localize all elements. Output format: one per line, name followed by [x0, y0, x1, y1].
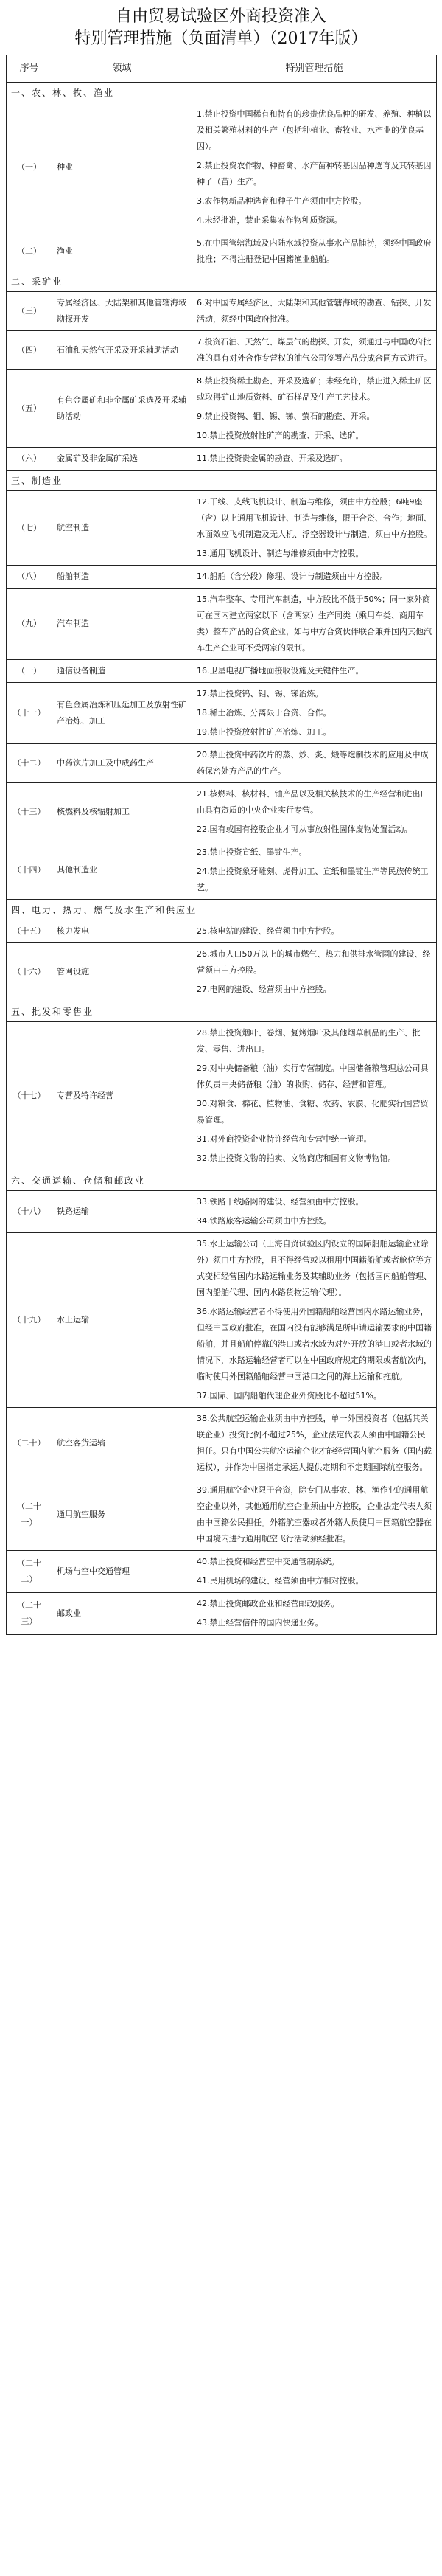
row-field: 航空制造: [52, 491, 192, 566]
row-measures: [192, 589, 437, 660]
row-field: 石油和天然气开采及开采辅助活动: [52, 331, 192, 370]
row-field: 有色金属矿和非金属矿采选及开采辅助活动: [52, 370, 192, 448]
title-line: 特别管理措施（负面清单）（2017年版）: [74, 29, 368, 48]
row-measures: [192, 1593, 437, 1635]
document-title: [0, 6, 442, 50]
measure-item: 32.禁止投资文物的拍卖、文物商店和国有文物博物馆。: [197, 1153, 396, 1163]
header-row: [7, 55, 437, 83]
row-measures: [192, 744, 437, 783]
measure-item: 16.卫星电视广播地面接收设施及关键件生产。: [197, 666, 364, 676]
measure-item: 4.未经批准，禁止采集农作物种质资源。: [197, 215, 343, 225]
row-number: （十五）: [7, 920, 52, 943]
row-number: （三）: [7, 292, 52, 331]
row-measures: [192, 841, 437, 900]
row-measures: [192, 660, 437, 683]
row-measures: [192, 1408, 437, 1479]
row-field: 核燃料及核辐射加工: [52, 783, 192, 841]
row-measures: [192, 783, 437, 841]
row-number: （二十二）: [7, 1551, 52, 1593]
row-number: （八）: [7, 566, 52, 589]
table-row: [7, 566, 437, 589]
row-measures: [192, 1191, 437, 1233]
table-row: [7, 103, 437, 232]
table-row: [7, 1191, 437, 1233]
row-measures: [192, 491, 437, 566]
row-measures: [192, 1479, 437, 1551]
row-field: 渔业: [52, 232, 192, 271]
measure-item: 31.对外商投资企业特许经营和专营中统一管理。: [197, 1134, 372, 1144]
row-measures: [192, 232, 437, 271]
section-title: 四、电力、热力、燃气及水生产和供应业: [7, 900, 437, 920]
row-measures: [192, 292, 437, 331]
measure-item: 10.禁止投资放射性矿产的勘查、开采、选矿。: [197, 431, 364, 440]
section-row: [7, 271, 437, 292]
measure-item: 12.干线、支线飞机设计、制造与维修，须由中方控股；6吨9座（含）以上通用飞机设计、制造与维修，限于合资、合作；地面、水面效应飞机制造及无人机、浮空器设计与制造，须由中方控股。: [197, 497, 432, 539]
row-measures: [192, 920, 437, 943]
row-measures: [192, 1022, 437, 1170]
section-title: 三、制造业: [7, 471, 437, 491]
measure-item: 11.禁止投资贵金属的勘查、开采及选矿。: [197, 454, 348, 463]
table-row: [7, 783, 437, 841]
row-number: （一）: [7, 103, 52, 232]
table-row: [7, 1593, 437, 1635]
row-field: 专属经济区、大陆架和其他管辖海域勘探开发: [52, 292, 192, 331]
measure-item: 5.在中国管辖海域及内陆水域投资从事水产品捕捞，须经中国政府批准；不得注册登记中国籍渔业船舶。: [197, 238, 432, 264]
table-row: [7, 943, 437, 1001]
table-row: [7, 589, 437, 660]
measure-item: 18.稀土冶炼、分离限于合资、合作。: [197, 708, 332, 718]
row-measures: [192, 683, 437, 744]
table-row: [7, 683, 437, 744]
row-field: 种业: [52, 103, 192, 232]
section-row: [7, 900, 437, 920]
row-number: （十六）: [7, 943, 52, 1001]
table-row: [7, 1479, 437, 1551]
row-measures: [192, 943, 437, 1001]
section-row: [7, 1001, 437, 1022]
row-number: （十三）: [7, 783, 52, 841]
measure-item: 26.城市人口50万以上的城市燃气、热力和供排水管网的建设、经营须由中方控股。: [197, 949, 431, 975]
row-field: 金属矿及非金属矿采选: [52, 448, 192, 471]
table-body: [7, 83, 437, 1635]
section-title: 五、批发和零售业: [7, 1001, 437, 1022]
measure-item: 41.民用机场的建设、经营须由中方相对控股。: [197, 1576, 364, 1586]
measure-item: 9.禁止投资钨、钼、锡、锑、萤石的勘查、开采。: [197, 412, 375, 421]
row-number: （二十）: [7, 1408, 52, 1479]
table-row: [7, 292, 437, 331]
table-row: [7, 1233, 437, 1408]
measure-item: 19.禁止投资放射性矿产冶炼、加工。: [197, 727, 332, 737]
row-number: （十七）: [7, 1022, 52, 1170]
row-field: 有色金属冶炼和压延加工及放射性矿产冶炼、加工: [52, 683, 192, 744]
measure-item: 43.禁止经营信件的国内快递业务。: [197, 1618, 323, 1628]
measure-item: 8.禁止投资稀土勘查、开采及选矿；未经允许，禁止进入稀土矿区或取得矿山地质资料、矿石样品及生产工艺技术。: [197, 376, 432, 402]
row-field: 水上运输: [52, 1233, 192, 1408]
row-field: 通用航空服务: [52, 1479, 192, 1551]
row-number: （九）: [7, 589, 52, 660]
table-row: [7, 232, 437, 271]
row-number: （十一）: [7, 683, 52, 744]
measure-item: 34.铁路旅客运输公司须由中方控股。: [197, 1216, 332, 1226]
negative-list-table: [6, 55, 437, 1635]
row-field: 机场与空中交通管理: [52, 1551, 192, 1593]
row-field: 航空客货运输: [52, 1408, 192, 1479]
row-field: 管网设施: [52, 943, 192, 1001]
header-field: 领域: [52, 55, 192, 83]
measure-item: 38.公共航空运输企业须由中方控股，单一外国投资者（包括其关联企业）投资比例不超过25%，企业法定代表人须由中国籍公民担任。只有中国公共航空运输企业才能经营国内航空服务（国内载运权），并作为中国指定承运人提供定期和不定期国际航空服务。: [197, 1414, 432, 1472]
row-number: （十）: [7, 660, 52, 683]
table-row: [7, 331, 437, 370]
measure-item: 7.投资石油、天然气、煤层气的勘探、开发，须通过与中国政府批准的具有对外合作专营权的油气公司签署产品分成合同方式进行。: [197, 337, 432, 363]
row-number: （四）: [7, 331, 52, 370]
row-number: （二）: [7, 232, 52, 271]
row-field: 通信设备制造: [52, 660, 192, 683]
measure-item: 24.禁止投资象牙雕刻、虎骨加工、宣纸和墨锭生产等民族传统工艺。: [197, 867, 429, 892]
row-number: （十九）: [7, 1233, 52, 1408]
row-number: （七）: [7, 491, 52, 566]
row-field: 船舶制造: [52, 566, 192, 589]
row-measures: [192, 1551, 437, 1593]
table-row: [7, 920, 437, 943]
row-measures: [192, 370, 437, 448]
section-title: 一、农、林、牧、渔业: [7, 83, 437, 103]
measure-item: 36.水路运输经营者不得使用外国籍船舶经营国内水路运输业务，但经中国政府批准，在国内没有能够满足所申请运输要求的中国籍船舶，并且船舶停靠的港口或者水域为对外开放的港口或者水域的情况下，水路运输经营者可以在中国政府规定的期限或者航次内，临时使用外国籍船舶经营中国港口之间的海上运输和拖航。: [197, 1307, 432, 1381]
measure-item: 25.核电站的建设、经营须由中方控股。: [197, 926, 340, 936]
section-title: 二、采矿业: [7, 271, 437, 292]
measure-item: 17.禁止投资钨、钼、锡、锑冶炼。: [197, 689, 323, 698]
measure-item: 35.水上运输公司（上海自贸试验区内设立的国际船舶运输企业除外）须由中方控股，且不得经营或以租用中国籍船舶或者舱位等方式变相经营国内水路运输业务及其辅助业务（包括国内船舶管理、国内船舶代理、国内水路货物运输代理）。: [197, 1239, 432, 1297]
row-measures: [192, 566, 437, 589]
measure-item: 20.禁止投资中药饮片的蒸、炒、炙、煅等炮制技术的应用及中成药保密处方产品的生产。: [197, 750, 429, 776]
row-field: 汽车制造: [52, 589, 192, 660]
section-row: [7, 471, 437, 491]
row-field: 核力发电: [52, 920, 192, 943]
measure-item: 15.汽车整车、专用汽车制造，中方股比不低于50%；同一家外商可在国内建立两家以下（含两家）生产同类（乘用车类、商用车类）整车产品的合资企业，如与中方合资伙伴联合兼并国内其他汽车生产企业可不受两家的限制。: [197, 594, 432, 653]
row-measures: [192, 1233, 437, 1408]
measure-item: 3.农作物新品种选育和种子生产须由中方控股。: [197, 196, 367, 206]
row-number: （二十三）: [7, 1593, 52, 1635]
table-row: [7, 370, 437, 448]
table-row: [7, 1408, 437, 1479]
row-number: （六）: [7, 448, 52, 471]
table-row: [7, 841, 437, 900]
row-field: 其他制造业: [52, 841, 192, 900]
measure-item: 6.对中国专属经济区、大陆架和其他管辖海域的勘查、钻探、开发活动，须经中国政府批准。: [197, 298, 432, 324]
measure-item: 30.对粮食、棉花、植物油、食糖、农药、农膜、化肥实行国营贸易管理。: [197, 1099, 429, 1125]
measure-item: 40.禁止投资和经营空中交通管制系统。: [197, 1557, 340, 1566]
row-field: 铁路运输: [52, 1191, 192, 1233]
measure-item: 14.船舶（含分段）修理、设计与制造须由中方控股。: [197, 572, 388, 581]
section-row: [7, 83, 437, 103]
measure-item: 27.电网的建设、经营须由中方控股。: [197, 985, 332, 994]
table-row: [7, 448, 437, 471]
measure-item: 28.禁止投资烟叶、卷烟、复烤烟叶及其他烟草制品的生产、批发、零售、进出口。: [197, 1028, 421, 1054]
section-row: [7, 1170, 437, 1191]
row-number: （十二）: [7, 744, 52, 783]
measure-item: 23.禁止投资宣纸、墨锭生产。: [197, 847, 307, 857]
measure-item: 37.国际、国内船舶代理企业外资股比不超过51%。: [197, 1391, 382, 1400]
measure-item: 29.对中央储备粮（油）实行专营制度。中国储备粮管理总公司具体负责中央储备粮（油）的收购、储存、经营和管理。: [197, 1063, 429, 1089]
measure-item: 2.禁止投资农作物、种畜禽、水产苗种转基因品种选育及其转基因种子（苗）生产。: [197, 161, 432, 187]
table-row: [7, 1022, 437, 1170]
measure-item: 22.国有或国有控股企业才可从事放射性固体废物处置活动。: [197, 824, 413, 834]
row-measures: [192, 448, 437, 471]
row-number: （二十一）: [7, 1479, 52, 1551]
table-row: [7, 491, 437, 566]
row-field: 邮政业: [52, 1593, 192, 1635]
row-measures: [192, 331, 437, 370]
section-title: 六、交通运输、仓储和邮政业: [7, 1170, 437, 1191]
row-measures: [192, 103, 437, 232]
measure-item: 13.通用飞机设计、制造与维修须由中方控股。: [197, 549, 364, 558]
header-no: 序号: [7, 55, 52, 83]
row-field: 中药饮片加工及中成药生产: [52, 744, 192, 783]
title-line: 自由贸易试验区外商投资准入: [115, 7, 326, 26]
row-number: （十四）: [7, 841, 52, 900]
measure-item: 42.禁止投资邮政企业和经营邮政服务。: [197, 1599, 340, 1608]
measure-item: 39.通用航空企业限于合资，除专门从事农、林、渔作业的通用航空企业以外，其他通用航空企业须由中方控股，企业法定代表人须由中国籍公民担任。外籍航空器或者外籍人员使用中国籍航空器在中国境内进行通用航空飞行活动须经批准。: [197, 1485, 432, 1544]
row-field: 专营及特许经营: [52, 1022, 192, 1170]
table-row: [7, 660, 437, 683]
measure-item: 1.禁止投资中国稀有和特有的珍贵优良品种的研发、养殖、种植以及相关繁殖材料的生产（包括种植业、畜牧业、水产业的优良基因）。: [197, 109, 432, 151]
measure-item: 21.核燃料、核材料、铀产品以及相关核技术的生产经营和进出口由具有资质的中央企业实行专营。: [197, 789, 429, 815]
row-number: （十八）: [7, 1191, 52, 1233]
row-number: （五）: [7, 370, 52, 448]
table-row: [7, 1551, 437, 1593]
table-row: [7, 744, 437, 783]
measure-item: 33.铁路干线路网的建设、经营须由中方控股。: [197, 1197, 364, 1207]
header-measure: 特别管理措施: [192, 55, 437, 83]
